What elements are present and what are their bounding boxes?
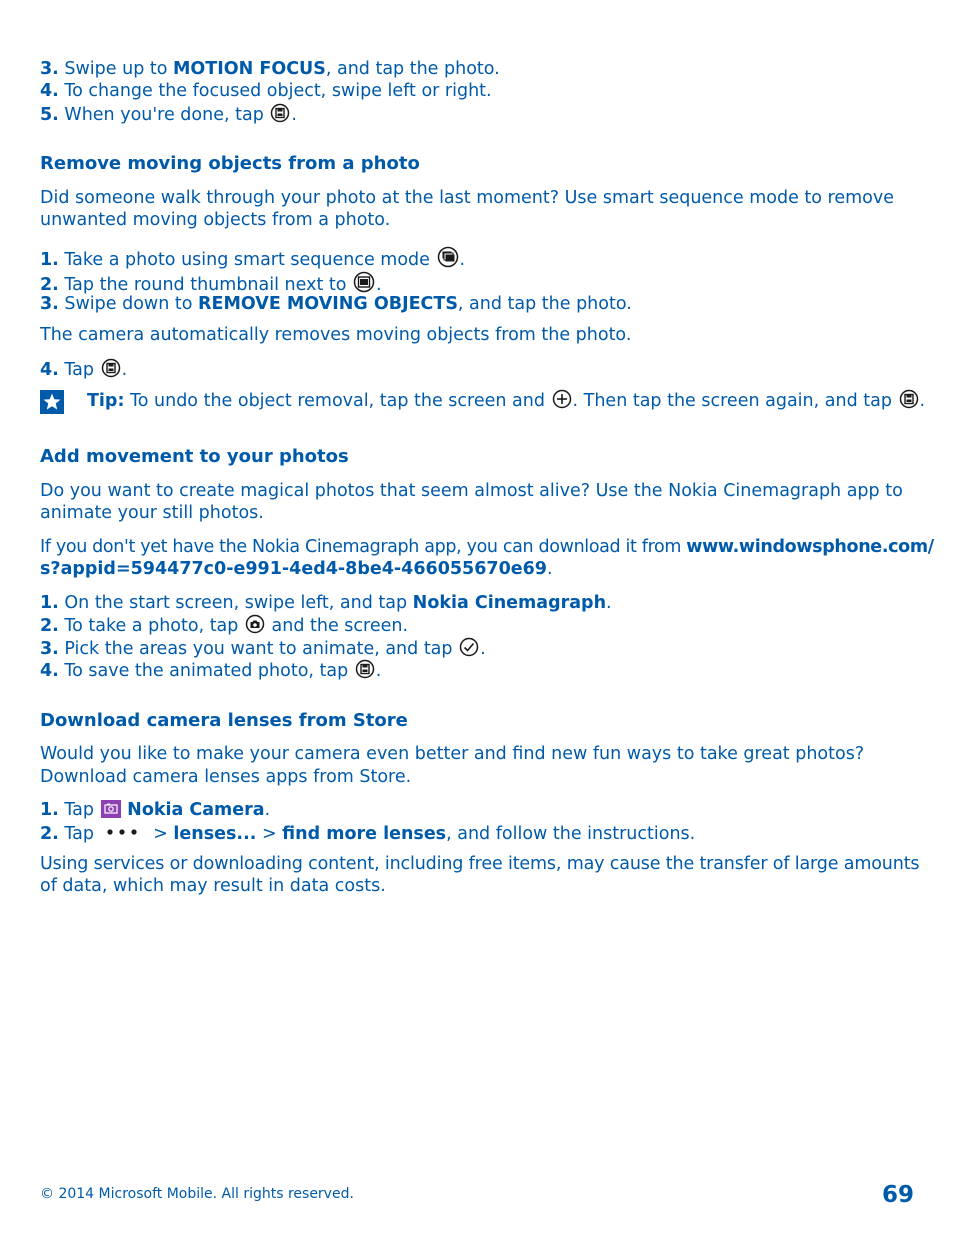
save-icon bbox=[899, 389, 919, 409]
more-dots-icon bbox=[101, 822, 147, 842]
lenses-intro-line-1: Would you like to make your camera even better and find new fun ways to take great photos? bbox=[40, 744, 865, 764]
cinemagraph-store-link[interactable]: www.windowsphone.com/ bbox=[686, 537, 934, 557]
remove-step-1: 1. Take a photo using smart sequence mode . bbox=[40, 246, 465, 271]
movement-download-line-1: If you don't yet have the Nokia Cinemagraph app, you can download it from www.windowsphone.com/ bbox=[40, 537, 934, 557]
movement-download-line-2: s?appid=594477c0-e991-4ed4-8be4-466055670e69. bbox=[40, 559, 553, 579]
tip-star-icon bbox=[40, 390, 64, 414]
page-number: 69 bbox=[881, 1182, 914, 1208]
movement-intro-line-2: animate your still photos. bbox=[40, 503, 264, 523]
remove-step-4: 4. Tap . bbox=[40, 360, 128, 380]
save-icon bbox=[101, 358, 121, 378]
checkmark-circle-icon bbox=[459, 637, 479, 657]
movement-intro-line-1: Do you want to create magical photos that seem almost alive? Use the Nokia Cinemagraph app to bbox=[40, 481, 903, 501]
remove-intro-line-2: unwanted moving objects from a photo. bbox=[40, 210, 391, 230]
heading-add-movement: Add movement to your photos bbox=[40, 446, 349, 467]
step-3-motion-focus: 3. Swipe up to MOTION FOCUS, and tap the photo. bbox=[40, 59, 500, 79]
cinemagraph-store-link-cont[interactable]: s?appid=594477c0-e991-4ed4-8be4-466055670e69 bbox=[40, 559, 547, 579]
movement-step-4: 4. To save the animated photo, tap . bbox=[40, 661, 382, 681]
lenses-step-2: 2. Tap > lenses... > find more lenses, and follow the instructions. bbox=[40, 824, 696, 844]
remove-intro-line-1: Did someone walk through your photo at the last moment? Use smart sequence mode to remove bbox=[40, 188, 895, 208]
heading-download-lenses: Download camera lenses from Store bbox=[40, 710, 408, 731]
smart-sequence-thumbnail-icon bbox=[353, 271, 375, 293]
step-4-change-focus: 4. To change the focused object, swipe left or right. bbox=[40, 81, 492, 101]
save-icon bbox=[270, 103, 290, 123]
tip-undo-removal: Tip: To undo the object removal, tap the screen and . Then tap the screen again, and tap . bbox=[87, 391, 926, 411]
lenses-step-1: 1. Tap Nokia Camera. bbox=[40, 800, 271, 820]
lenses-intro-line-2: Download camera lenses apps from Store. bbox=[40, 767, 412, 787]
save-icon bbox=[355, 659, 375, 679]
heading-remove-moving-objects: Remove moving objects from a photo bbox=[40, 153, 420, 174]
add-circle-icon bbox=[552, 389, 572, 409]
movement-step-1: 1. On the start screen, swipe left, and tap Nokia Cinemagraph. bbox=[40, 593, 612, 613]
smart-sequence-icon bbox=[437, 246, 459, 268]
movement-step-2: 2. To take a photo, tap and the screen. bbox=[40, 616, 409, 636]
remove-auto-note: The camera automatically removes moving objects from the photo. bbox=[40, 325, 632, 345]
remove-step-2: 2. Tap the round thumbnail next to . bbox=[40, 271, 382, 296]
data-cost-note-line-1: Using services or downloading content, including free items, may cause the transfer of large amounts bbox=[40, 854, 920, 874]
copyright-footer: © 2014 Microsoft Mobile. All rights reserved. bbox=[40, 1186, 354, 1202]
step-5-done: 5. When you're done, tap . bbox=[40, 105, 297, 125]
data-cost-note-line-2: of data, which may result in data costs. bbox=[40, 876, 386, 896]
movement-step-3: 3. Pick the areas you want to animate, and tap . bbox=[40, 639, 486, 659]
remove-step-3: 3. Swipe down to REMOVE MOVING OBJECTS, and tap the photo. bbox=[40, 294, 632, 314]
nokia-camera-tile-icon bbox=[101, 800, 121, 818]
camera-shutter-icon bbox=[245, 614, 265, 634]
